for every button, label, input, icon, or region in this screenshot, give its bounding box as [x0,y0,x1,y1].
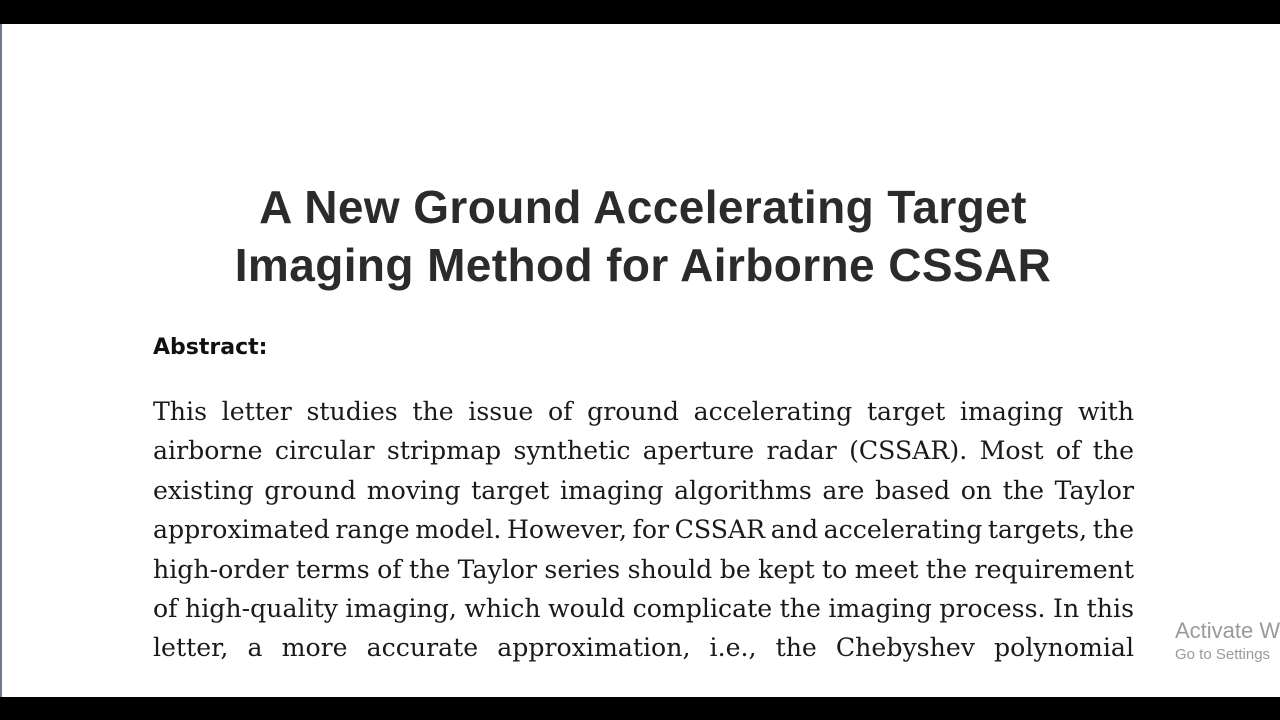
page-left-edge [0,24,2,697]
abstract-line-1 [153,392,1134,431]
abstract-line-text: of high-quality imaging, which would complicate the imaging process. In this [153,593,1134,623]
abstract-body [153,392,1134,668]
abstract-line-4 [153,510,1134,549]
activate-windows-watermark [1175,618,1280,666]
title-line-2: Imaging Method for Airborne CSSAR [234,239,1052,291]
top-black-bar [0,0,1280,24]
abstract-line-text: This letter studies the issue of ground accelerating target imaging with [153,397,1134,426]
abstract-line-text: approximated range model. However, for CSSAR and accelerating targets, the [153,515,1134,545]
abstract-line-2 [153,431,1134,470]
abstract-line-text: airborne circular stripmap synthetic aperture radar (CSSAR). Most of the [153,436,1134,466]
abstract-line-5 [153,550,1134,589]
abstract-line-text: high-order terms of the Taylor series should be kept to meet the requirement [153,554,1134,584]
abstract-line-text: existing ground moving target imaging algorithms are based on the Taylor [153,475,1134,505]
abstract-line-3 [153,471,1134,510]
abstract-line-7 [153,628,1134,667]
activation-subtitle[interactable]: Go to Settings [1175,646,1271,663]
title-line-1: A New Ground Accelerating Target [259,181,1027,233]
document-title [120,178,1166,294]
abstract-line-text: letter, a more accurate approximation, i.e., the Chebyshev polynomial [153,633,1134,663]
activation-title: Activate W [1175,618,1280,643]
abstract-line-6 [153,589,1134,628]
abstract-heading: Abstract: [153,335,268,360]
bottom-black-bar [0,697,1280,720]
